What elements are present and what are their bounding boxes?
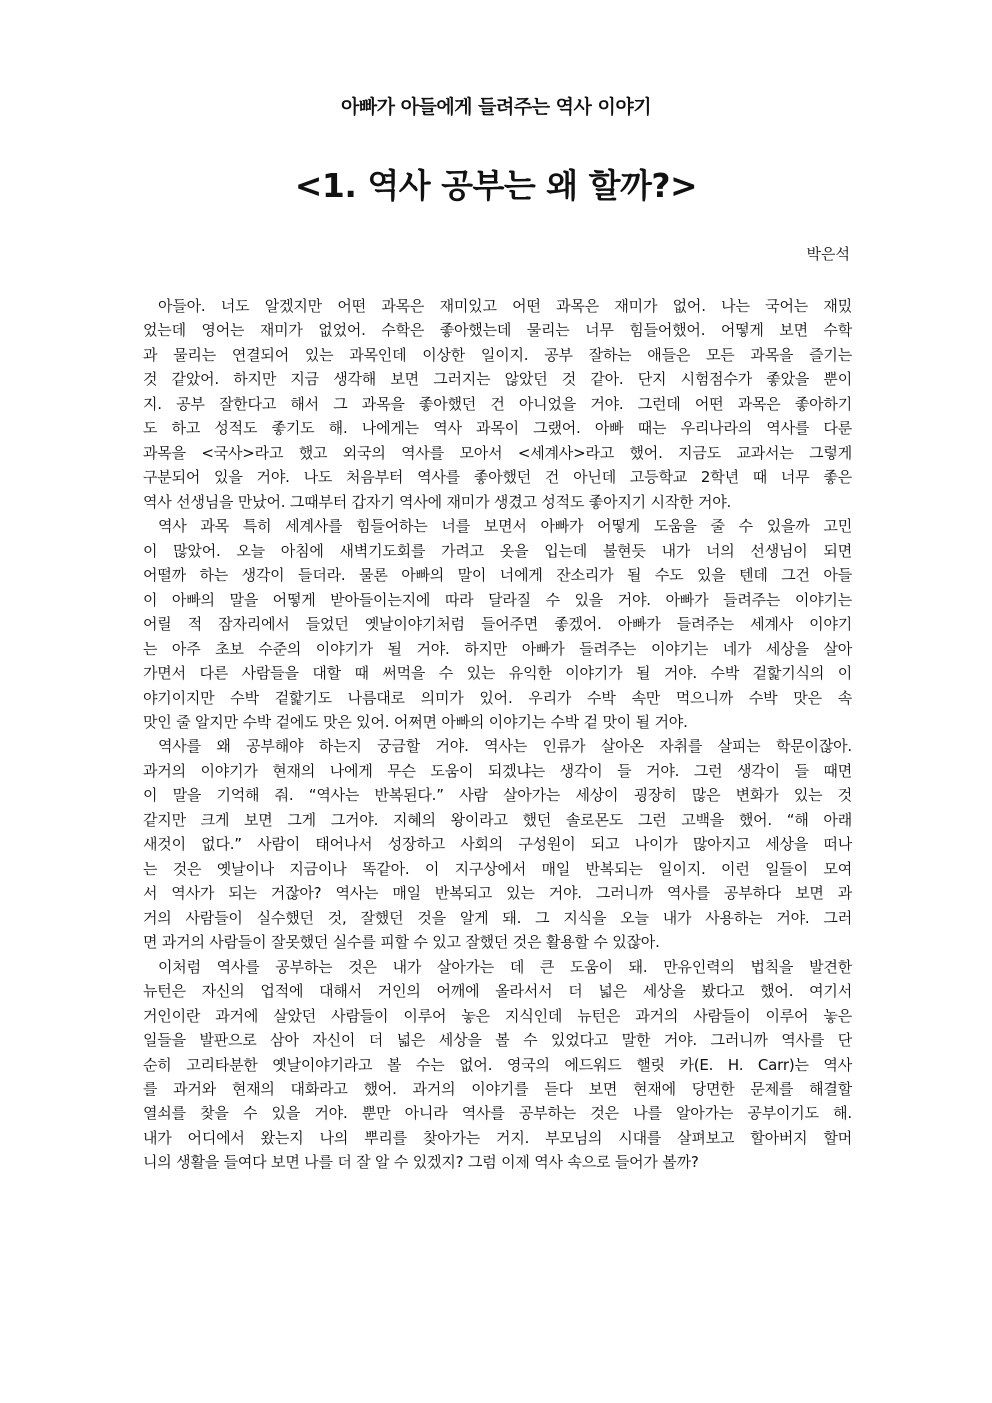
paragraph-3 xyxy=(143,734,852,954)
text-line: 일들을 발판으로 삼아 자신이 더 넓은 세상을 볼 수 있었다고 말한 거야. 그러니까 역사를 단 xyxy=(143,1031,852,1050)
text-line: 열쇠를 찾을 수 있을 거야. 뿐만 아니라 역사를 공부하는 것은 나를 알아가는 공부이기도 해. xyxy=(143,1104,852,1123)
text-line: 서 역사가 되는 거잖아? 역사는 매일 반복되고 있는 거야. 그러니까 역사를 공부하다 보면 과 xyxy=(143,884,852,903)
text-line: 지. 공부 잘한다고 해서 그 과목을 좋아했던 건 아니었을 거야. 그런데 어떤 과목은 좋아하기 xyxy=(143,394,852,413)
series-title: 아빠가 아들에게 들려주는 역사 이야기 xyxy=(340,96,652,118)
paragraph-4 xyxy=(143,955,852,1175)
text-line: 이처럼 역사를 공부하는 것은 내가 살아가는 데 큰 도움이 돼. 만유인력의 법칙을 발견한 xyxy=(158,957,852,976)
text-line: 구분되어 있을 거야. 나도 처음부터 역사를 좋아했던 건 아닌데 고등학교 2학년 때 너무 좋은 xyxy=(143,468,852,487)
text-line: 과거의 이야기가 현재의 나에게 무슨 도움이 되겠냐는 생각이 들 거야. 그런 생각이 들 때면 xyxy=(143,761,852,780)
text-line: 니의 생활을 들여다 보면 나를 더 잘 알 수 있겠지? 그럼 이제 역사 속으로 들어가 볼까? xyxy=(143,1153,699,1172)
text-line: 는 아주 초보 수준의 이야기가 될 거야. 하지만 아빠가 들려주는 이야기는 네가 세상을 살아 xyxy=(143,639,852,658)
text-line: 역사 선생님을 만났어. 그때부터 갑자기 역사에 재미가 생겼고 성적도 좋아지기 시작한 거야. xyxy=(143,492,732,511)
text-line: 이 말을 기억해 줘. “역사는 반복된다.” 사람 살아가는 세상이 굉장히 많은 변화가 있는 것 xyxy=(143,786,852,805)
text-line: 역사 과목 특히 세계사를 힘들어하는 너를 보면서 아빠가 어떻게 도움을 줄 수 있을까 고민 xyxy=(158,517,852,536)
text-line: 새것이 없다.” 사람이 태어나서 성장하고 사회의 구성원이 되고 나이가 많아지고 세상을 떠나 xyxy=(143,835,852,854)
text-line: 가면서 다른 사람들을 대할 때 써먹을 수 있는 유익한 이야기가 될 거야. 수박 겉핥기식의 이 xyxy=(143,664,852,683)
author-name: 박은석 xyxy=(806,245,850,263)
text-line: 맛인 줄 알지만 수박 겉에도 맛은 있어. 어쩌면 아빠의 이야기는 수박 겉 맛이 될 거야. xyxy=(143,712,688,731)
paragraph-2 xyxy=(143,514,852,734)
text-line: 었는데 영어는 재미가 없었어. 수학은 좋아했는데 물리는 너무 힘들어했어. 어떻게 보면 수학 xyxy=(143,321,852,340)
text-line: 도 하고 성적도 좋기도 해. 나에게는 역사 과목이 그랬어. 아빠 때는 우리나라의 역사를 다룬 xyxy=(143,419,852,438)
document-body xyxy=(143,294,852,1175)
text-line: 이 많았어. 오늘 아침에 새벽기도회를 가려고 옷을 입는데 불현듯 내가 너의 선생님이 되면 xyxy=(143,541,852,560)
text-line: 순히 고리타분한 옛날이야기라고 볼 수는 없어. 영국의 에드워드 핼릿 카(E. H. Carr)는 역사 xyxy=(143,1055,852,1074)
text-line: 내가 어디에서 왔는지 나의 뿌리를 찾아가는 거지. 부모님의 시대를 살펴보고 할아버지 할머 xyxy=(143,1128,852,1147)
text-line: 뉴턴은 자신의 업적에 대해서 거인의 어깨에 올라서서 더 넓은 세상을 봤다고 했어. 여기서 xyxy=(143,982,852,1001)
text-line: 이 아빠의 말을 어떻게 받아들이는지에 따라 달라질 수 있을 거야. 아빠가 들려주는 이야기는 xyxy=(143,590,852,609)
text-line: 과 물리는 연결되어 있는 과목인데 이상한 일이지. 공부 잘하는 애들은 모든 과목을 즐기는 xyxy=(143,345,852,364)
text-line: 는 것은 옛날이나 지금이나 똑같아. 이 지구상에서 매일 반복되는 일이지. 이런 일들이 모여 xyxy=(143,859,852,878)
text-line: 것 같았어. 하지만 지금 생각해 보면 그러지는 않았던 것 같아. 단지 시험점수가 좋았을 뿐이 xyxy=(143,370,852,389)
text-line: 어릴 적 잠자리에서 들었던 옛날이야기처럼 들어주면 좋겠어. 아빠가 들려주는 세계사 이야기 xyxy=(143,615,852,634)
text-line: 를 과거와 현재의 대화라고 했어. 과거의 이야기를 듣다 보면 현재에 당면한 문제를 해결할 xyxy=(143,1080,852,1098)
paragraph-1 xyxy=(143,294,852,514)
text-line: 역사를 왜 공부해야 하는지 궁금할 거야. 역사는 인류가 살아온 자취를 살피는 학문이잖아. xyxy=(158,737,852,756)
text-line: 면 과거의 사람들이 잘못했던 실수를 피할 수 있고 잘했던 것은 활용할 수 있잖아. xyxy=(143,933,660,952)
text-line: 야기이지만 수박 겉핥기도 나름대로 의미가 있어. 우리가 수박 속만 먹으니까 수박 맛은 속 xyxy=(143,688,852,707)
chapter-title: <1. 역사 공부는 왜 할까?> xyxy=(294,166,698,205)
text-line: 거의 사람들이 실수했던 것, 잘했던 것을 알게 돼. 그 지식을 오늘 내가 사용하는 거야. 그러 xyxy=(143,908,852,927)
text-line: 과목을 <국사>라고 했고 외국의 역사를 모아서 <세계사>라고 했어. 지금도 교과서는 그렇게 xyxy=(143,443,852,462)
text-line: 같지만 크게 보면 그게 그거야. 지혜의 왕이라고 했던 솔로몬도 그런 고백을 했어. “해 아래 xyxy=(143,810,852,829)
text-line: 아들아. 너도 알겠지만 어떤 과목은 재미있고 어떤 과목은 재미가 없어. 나는 국어는 재밌 xyxy=(158,297,852,315)
text-line: 어떨까 하는 생각이 들더라. 물론 아빠의 말이 너에게 잔소리가 될 수도 있을 텐데 그건 아들 xyxy=(143,566,852,585)
text-line: 거인이란 과거에 살았던 사람들이 이루어 놓은 지식인데 뉴턴은 과거의 사람들이 이루어 놓은 xyxy=(143,1006,852,1025)
